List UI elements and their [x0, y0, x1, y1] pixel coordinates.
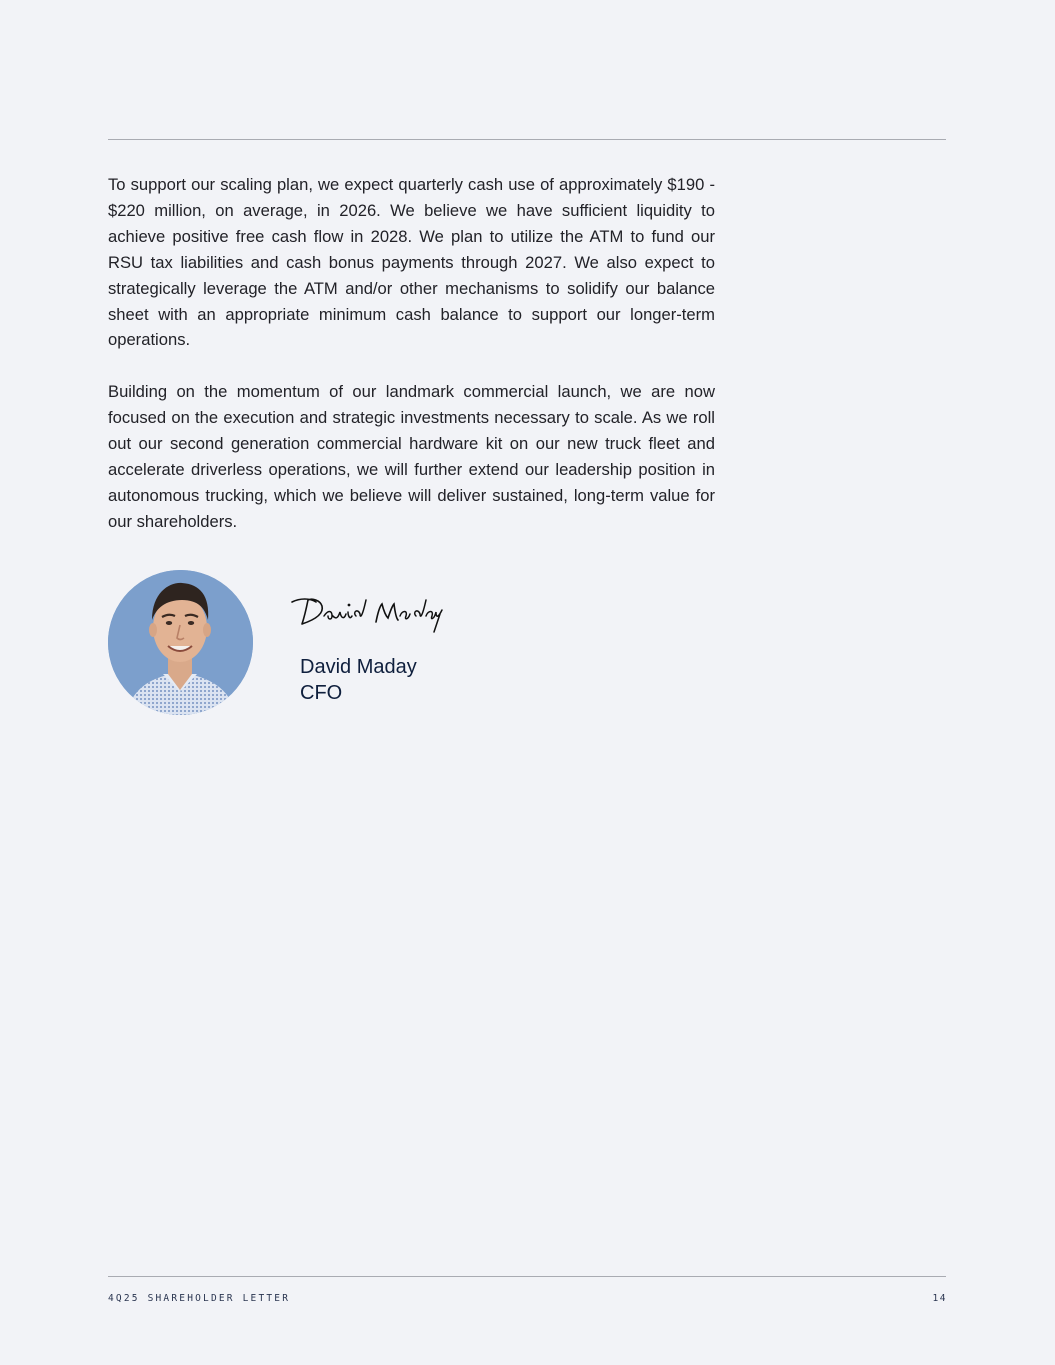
letter-body — [108, 172, 715, 561]
top-divider — [108, 139, 946, 140]
footer-document-label: 4Q25 SHAREHOLDER LETTER — [108, 1293, 291, 1304]
portrait-photo — [108, 570, 253, 715]
signer-title: CFO — [300, 682, 343, 704]
paragraph-outlook: Building on the momentum of our landmark commercial launch, we are now focused on the execution and strategic investments necessary to scale. As we roll out our second generation commercial hardware kit on our new truck fleet and accelerate driverless operations, we will further extend our leadership position in autonomous trucking, which we believe will deliver sustained, long-term value for our shareholders. — [108, 382, 715, 531]
paragraph-cash-use: To support our scaling plan, we expect quarterly cash use of approximately $190 - $220 million, on average, in 2026. We believe we have sufficient liquidity to achieve positive free cash flow in 2028. We plan to utilize the ATM to fund our RSU tax liabilities and cash bonus payments through 2027. We also expect to strategically leverage the ATM and/or other mechanisms to solidify our balance sheet with an appropriate minimum cash balance to support our longer-term operations. — [108, 175, 715, 350]
page-number: 14 — [932, 1293, 947, 1304]
footer-divider — [108, 1276, 946, 1277]
signature-image — [288, 588, 448, 638]
avatar — [108, 570, 253, 715]
signer-block — [300, 654, 417, 706]
signer-name: David Maday — [300, 656, 417, 678]
